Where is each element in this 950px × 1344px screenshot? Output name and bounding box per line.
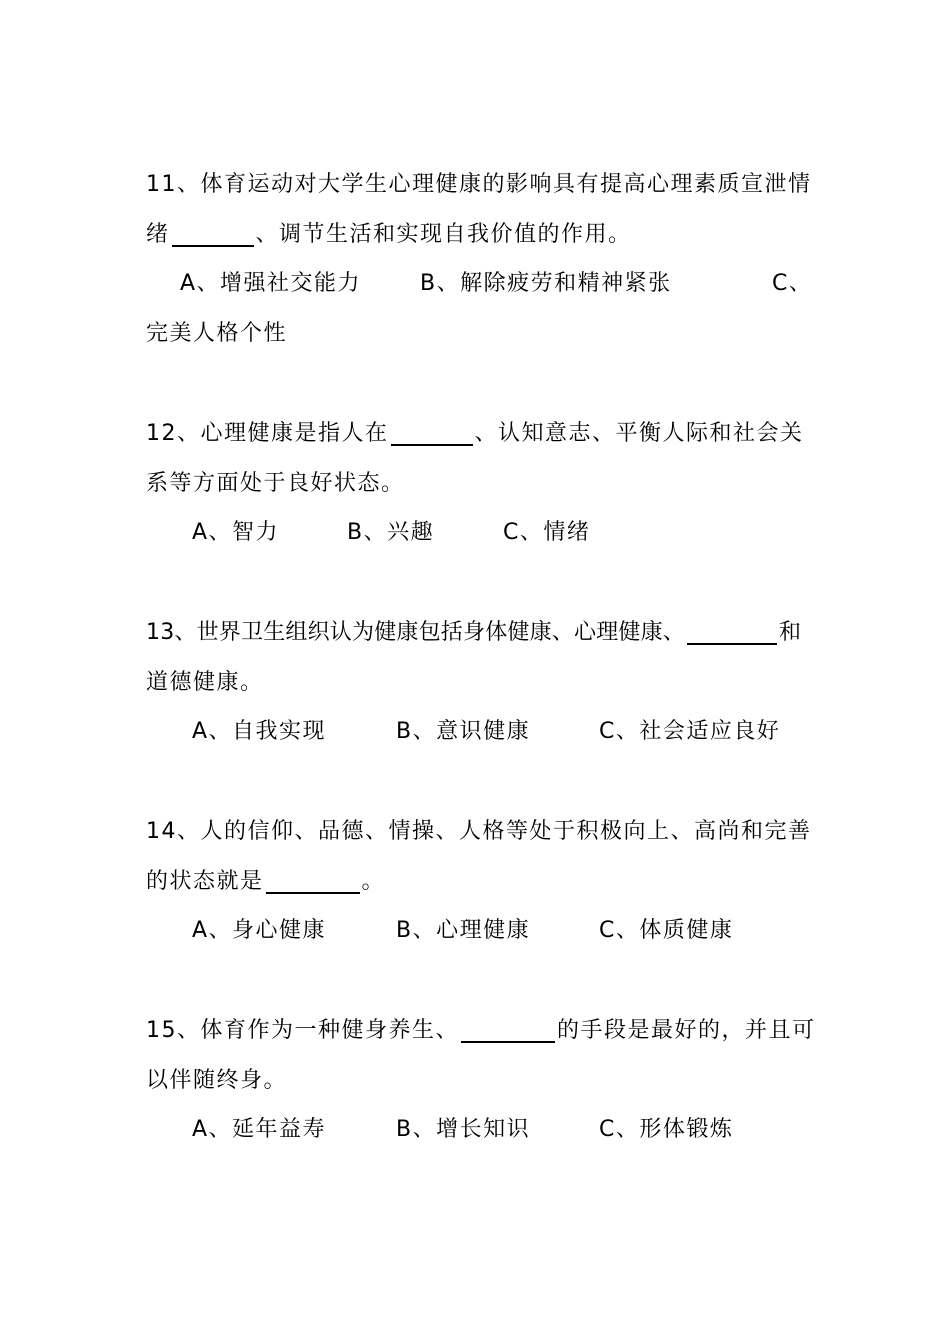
option-12-c: C、情绪 [503,520,591,545]
question-15-text-after-blank: 的手段是最好的，并且可 [557,1018,816,1043]
option-13-c: C、社会适应良好 [599,719,781,744]
question-13-line-1 [146,618,810,648]
question-11-line-2 [146,220,810,250]
question-14-line-1: 14、人的信仰、品德、情操、人格等处于积极向上、高尚和完善 [146,819,812,844]
option-15-c: C、形体锻炼 [599,1117,734,1142]
question-13-text-after-blank: 和 [779,620,802,645]
answer-blank-11 [172,223,254,247]
option-11-b: B、解除疲劳和精神紧张 [420,271,672,296]
question-12-line-2: 系等方面处于良好状态。 [146,471,405,496]
option-12-b: B、兴趣 [347,520,435,545]
answer-blank-15 [461,1019,555,1043]
option-14-c: C、体质健康 [599,918,734,943]
question-14-text-before-blank: 的状态就是 [146,869,264,894]
question-12-text-before-blank: 12、心理健康是指人在 [146,421,389,446]
question-12-line-1 [146,419,810,449]
question-12-text-after-blank: 、认知意志、平衡人际和社会关 [474,421,804,446]
answer-blank-14 [266,870,360,894]
option-14-a: A、身心健康 [192,918,327,943]
question-14-text-after-blank: 。 [361,869,386,894]
option-15-b: B、增长知识 [396,1117,531,1142]
question-11-text-after-blank: 、调节生活和实现自我价值的作用。 [255,222,632,247]
question-13-line-2: 道德健康。 [146,670,264,695]
option-11-c-text: 完美人格个性 [146,321,288,346]
option-13-b: B、意识健康 [396,719,531,744]
option-15-a: A、延年益寿 [192,1117,327,1142]
question-11-line-1: 11、体育运动对大学生心理健康的影响具有提高心理素质宣泄情 [146,172,812,197]
answer-blank-13 [687,621,777,645]
option-13-a: A、自我实现 [192,719,327,744]
answer-blank-12 [391,422,473,446]
question-13-text-before-blank: 13、世界卫生组织认为健康包括身体健康、心理健康、 [146,620,685,645]
option-12-a: A、智力 [192,520,280,545]
option-11-c: C、 [772,271,813,296]
question-15-text-before-blank: 15、体育作为一种健身养生、 [146,1018,459,1043]
question-15-line-2: 以伴随终身。 [146,1068,288,1093]
question-11-text-before-blank: 绪 [146,222,170,247]
question-15-line-1 [146,1016,816,1046]
option-11-a: A、增强社交能力 [180,271,362,296]
option-14-b: B、心理健康 [396,918,531,943]
question-14-line-2 [146,867,810,897]
